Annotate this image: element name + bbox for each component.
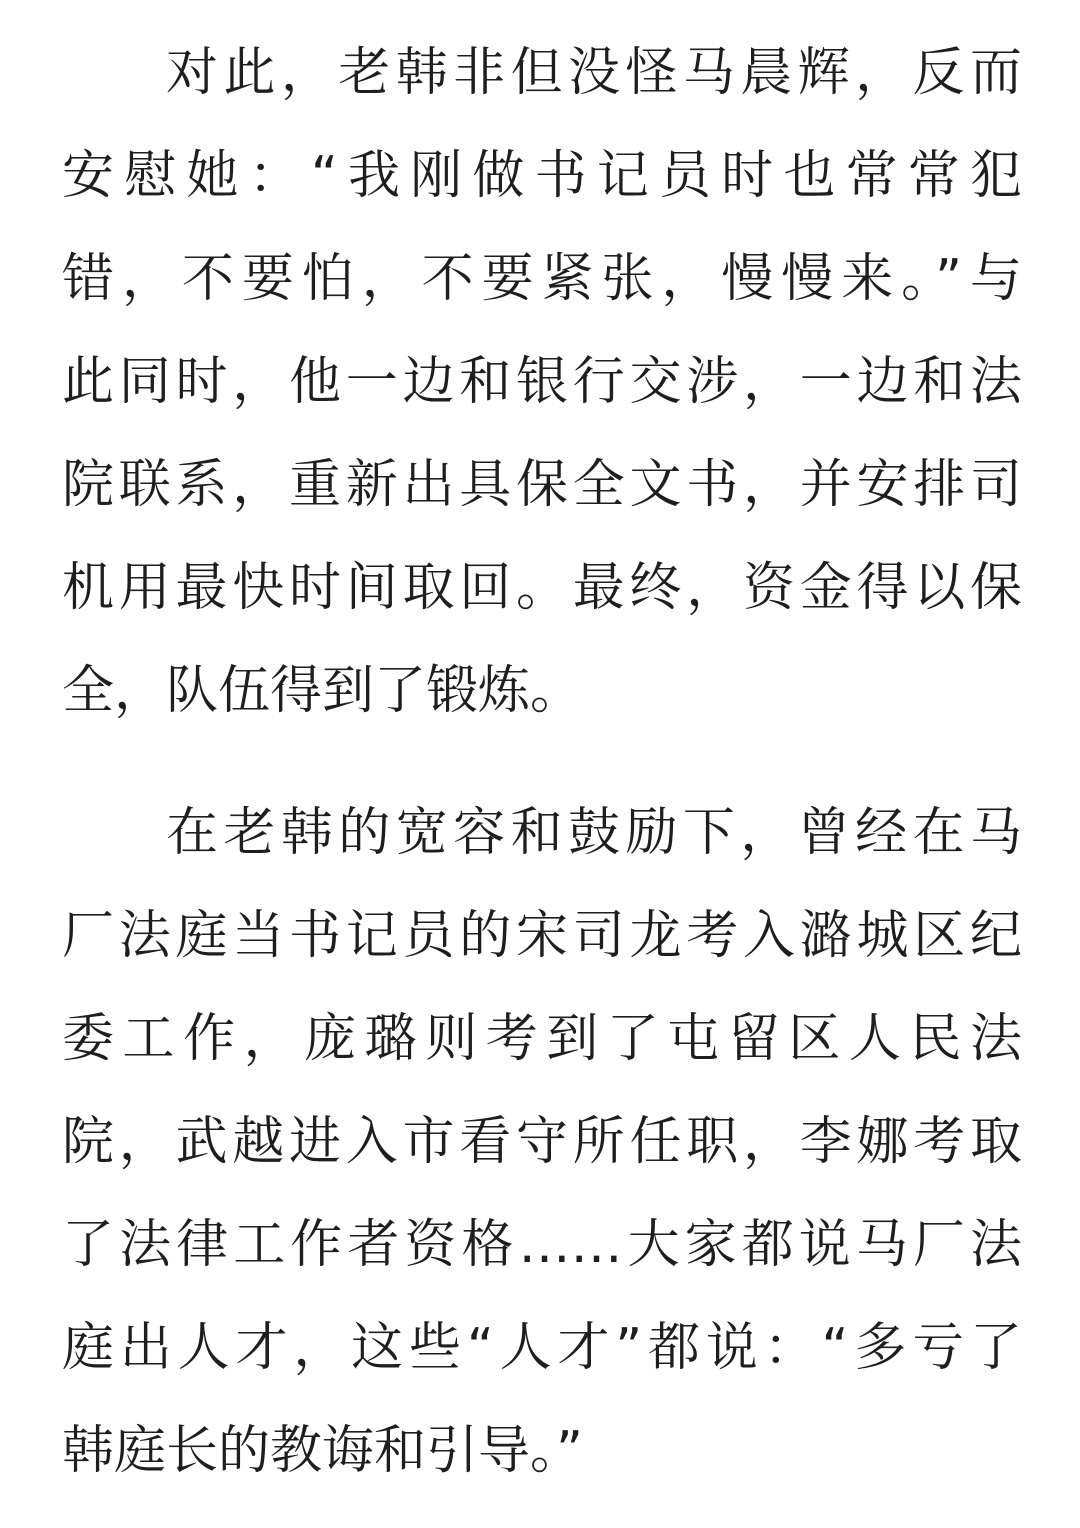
text-line: 委工作，庞璐则考到了屯留区人民法 <box>62 1009 1022 1069</box>
text-line: 院，武越进入市看守所任职，李娜考取 <box>62 1112 1022 1172</box>
text-line: 机用最快时间取回。最终，资金得以保 <box>62 558 1022 618</box>
text-line: 安慰她：“我刚做书记员时也常常犯 <box>62 146 1022 206</box>
text-line: 了法律工作者资格……大家都说马厂法 <box>62 1215 1022 1275</box>
text-line: 庭出人才，这些“人才”都说：“多亏了 <box>62 1318 1022 1378</box>
text-line: 全，队伍得到了锻炼。 <box>62 661 583 721</box>
text-line: 对此，老韩非但没怪马晨辉，反而 <box>166 43 1022 103</box>
text-line: 在老韩的宽容和鼓励下，曾经在马 <box>166 803 1022 863</box>
paragraph-1 <box>62 22 1022 743</box>
text-line: 厂法庭当书记员的宋司龙考入潞城区纪 <box>62 906 1022 966</box>
text-line: 此同时，他一边和银行交涉，一边和法 <box>62 352 1022 412</box>
paragraph-2 <box>62 782 1022 1503</box>
text-line: 韩庭长的教诲和引导。” <box>62 1421 583 1481</box>
text-line: 院联系，重新出具保全文书，并安排司 <box>62 455 1022 515</box>
text-line: 错，不要怕，不要紧张，慢慢来。”与 <box>62 249 1022 309</box>
